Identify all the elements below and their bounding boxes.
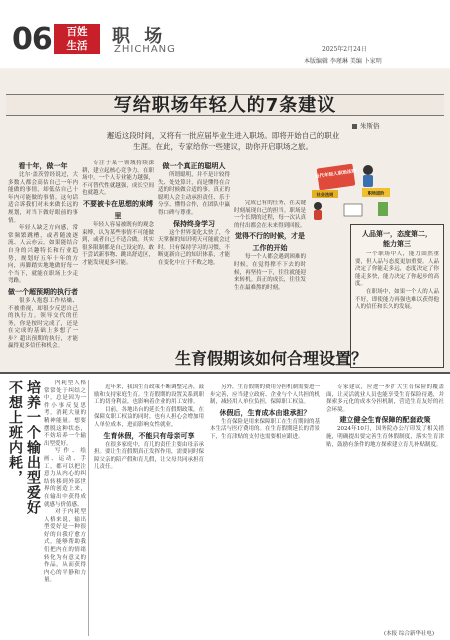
byline-author: 朱斯俗 <box>360 122 380 130</box>
col2-para-2: 年轻人容易被既有的观念束缚，认为某些事情不可能做到，或者自己不适合做。其实很多限制都是自己设定的。敢于尝试新事物、跳出舒适区，才能发现更多可能。 <box>82 221 154 266</box>
article-c1-subhead: 生育休假，不能只有母亲可享 <box>103 431 195 440</box>
editor-credits: 本版编辑 李瑾琳 美编 卜家明 <box>304 58 382 65</box>
section-title-en: ZHICHANG <box>114 44 176 55</box>
col3-para-1: 所谓聪明，并不是计较得失、处处算计，而是懂得在合适的时候做合适的事。真正的聪明人会主动承担责任、乐于分享、懂得合作，在团队中赢得口碑与尊重。 <box>158 172 230 216</box>
figure-body-icon <box>363 175 373 187</box>
article-col-3 <box>326 384 444 624</box>
section-title: 职 场 <box>112 26 167 47</box>
logo-line2: 生活 <box>66 40 88 52</box>
column-divider <box>88 380 89 636</box>
col1-para-1: 比尔·盖茨曾经说过，大多数人都会高估自己一年内能做的事情，却低估自己十年内可能做的事情。这句话适合诉我们对未来做长远的规划，对当下做好眼前的事情。 <box>8 172 78 224</box>
col4-para-2: 每一个人都会遇到困难的时候，在觉得撑不下去的时候，再坚持一下，往往就能迎来转机。真正的成长，往往发生在最难熬的时刻。 <box>234 254 306 291</box>
byline-marker-icon <box>352 124 357 129</box>
illus-text-right: 职场进阶 <box>367 190 385 196</box>
col4-para-1: 完成已有的任务，在关键时刻展现自己的担当。职场是一个长期的过程，每一次认真的付出都会在未来得到回报。 <box>234 200 306 229</box>
side-article-title-2: 培养一个输出型爱好 <box>25 380 41 515</box>
side-para-2: 写作、绘画、运动、手工，都可以把注意力从内心的纠结转移到外部世界的创造上来，在输出中获得成就感与价值感。 <box>44 448 86 508</box>
figure2-head-icon <box>314 202 322 210</box>
article-c1-para-1: 近年来，我国生育政策不断调整完善，鼓励和支持家庭生育。生育假期的设置关系到职工的切身利益，也影响着企业的用工安排。 <box>94 384 204 406</box>
figure2-body-icon <box>314 210 322 220</box>
article-c2-subhead: 休假后，生育成本由谁承担？ <box>219 408 311 417</box>
lead-line2: 生涯。在此，专家给你一些建议，助你开启职场之旅。 <box>133 142 313 151</box>
feature-illustration <box>304 160 394 220</box>
col4-subhead: 觉得不行的时候，才是工作的开始 <box>235 232 305 253</box>
feature-lead <box>58 130 388 152</box>
article-c2-para-2: 生育保险是用来保障职工在生育期间的基本生活与医疗费用的。在生育假期延长的背景下，生育津贴的支付也需要相应跟进。 <box>210 418 320 440</box>
article-c1-para-2: 目前，各地出台的延长生育假期政策，在保障女职工权益的同时，也有人担心会增加用人单位成本，进而影响女性就业。 <box>94 406 204 428</box>
col3-para-2: 这个世界变化太快了，今天掌握的知识明天可能就会过时。只有保持学习的习惯，不断更新自己的知识体系，才能在变化中立于不败之地。 <box>158 229 230 266</box>
col2-para-1: 专注于某一领域持续深耕，建立起核心竞争力。在职场中，一个人专业能力越强，不可替代性就越强，成长空间也就越大。 <box>82 160 154 197</box>
col1-para-2: 年轻人缺乏方向感，常常频繁跳槽，或者随波逐流、人云亦云。如果能结合自身的兴趣特长和行业趋势，规划好五年十年的方向，再脚踏实地地做好每一个当下，就能在职场上少走弯路。 <box>8 225 78 285</box>
byline <box>352 121 380 130</box>
feature-col-1 <box>8 160 78 366</box>
article-col-2 <box>210 384 320 632</box>
feature-title: 写给职场年轻人的7条建议 <box>113 95 337 116</box>
side-para-1: 内耗型人格常常处于纠结之中，总是因为一件小事反复思考，消耗大量的精神能量。想要摆脱这种状态，不妨培养一个输出型爱好。 <box>44 380 86 447</box>
col1-subhead-2: 做一个超预期的执行者 <box>8 287 78 296</box>
sidebar-head-line2: 能力第三 <box>383 240 411 248</box>
side-article-title-1: 不想上班内耗， <box>7 380 23 485</box>
sidebar-head <box>351 229 443 249</box>
lead-line1: 邂逅这段时间，又将有一批应届毕业生进入职场。即将开始自己的职业 <box>106 131 340 140</box>
page-header <box>0 0 450 68</box>
article-col-1 <box>94 384 204 632</box>
side-para-3: 对于内耗型人格来说，输出型爱好是一种很好的自我疗愈方式，能够帮助我们把内在的情绪转化为有意义的作品，从而获得内心的平静和力量。 <box>44 509 86 584</box>
col2-subhead: 不要被卡在思想的束缚里 <box>83 199 153 220</box>
sidebar-para-1: 一个职场中人，能力固然重要，但人品与态度更加重要。人品决定了你能走多远，态度决定了你能走多快，能力决定了你起步的高度。 <box>355 251 439 288</box>
issue-date: 2025年2月24日 <box>322 46 367 53</box>
sidebar-head-line1: 人品第一，态度第二， <box>362 230 432 238</box>
article-c2-para-1: 另外，生育假期的费用分担机制需要进一步完善，应当建立政府、企业与个人共担的机制，减轻用人单位负担，保障职工权益。 <box>210 384 320 406</box>
article-c3-subhead: 建立健全生育保障的配套政策 <box>339 416 431 425</box>
feature-col-4 <box>234 200 306 366</box>
article-c3-para-1: 专家建议，应进一步扩大生育保险的覆盖面，让灵活就业人员也能享受生育保险待遇，并探索多元化的成本分担机制，营造生育友好的社会环境。 <box>326 384 444 413</box>
logo-line1: 百姓 <box>66 26 88 38</box>
laptop-icon <box>344 204 362 216</box>
side-article-body <box>44 380 86 632</box>
col3-subhead-2: 保持终身学习 <box>173 219 215 228</box>
article-c1-para-3: 在很多家庭中，育儿的责任主要由母亲承担。要让生育假期真正发挥作用，需要同时保障父亲的陪产假和育儿假，让父母共同承担育儿责任。 <box>94 441 204 471</box>
illus-text-bottom: 社会法则 <box>316 192 334 197</box>
illus-text-top: 当代年轻人职场法则 <box>314 169 357 180</box>
page-number: 06 <box>12 22 52 57</box>
sidebar-para-2: 在职场中，如果一个人的人品不好，即使能力再强也难以获得他人的信任和长久的发展。 <box>355 288 439 311</box>
col1-para-3: 很多人抱怨工作枯燥、不被重视，却很少反思自己的执行力。领导交代的任务，你是按时完成了，还是在完成的基础上多想了一步？超出预期的执行，才能赢得更多信任和机会。 <box>8 297 78 350</box>
section-logo <box>54 24 100 54</box>
article-signoff: (本报 综合新华社电) <box>384 631 435 637</box>
col1-subhead: 看十年，做一年 <box>18 162 68 170</box>
article-c3-para-2: 2024年10月，国务院办公厅印发了相关措施，明确提出要完善生育休假制度，落实生育津贴，鼓励有条件的地方探索建立育儿补贴制度。 <box>326 426 444 448</box>
article-title: 生育假期该如何合理设置？ <box>174 349 367 368</box>
figure-head-icon <box>363 165 373 175</box>
feature-col-3 <box>158 160 230 366</box>
plant-icon <box>378 202 388 216</box>
col3-subhead: 做一个真正的聪明人 <box>162 162 226 170</box>
feature-col-2 <box>82 160 154 366</box>
